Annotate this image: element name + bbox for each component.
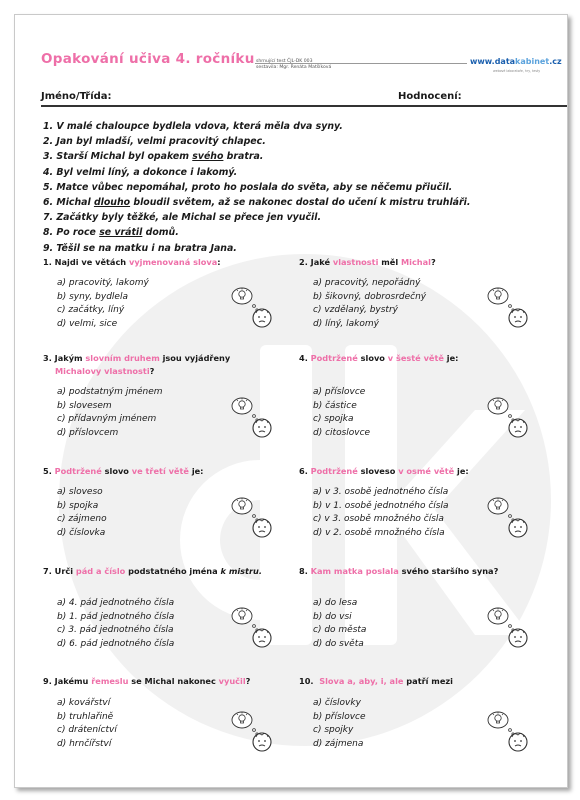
question-7: 7. Urči pád a číslo podstatného jména k mistru. bbox=[43, 566, 262, 576]
thinking-face-icon bbox=[487, 285, 529, 329]
story-sentence: 6. Michal dlouho bloudil světem, až se nakonec dostal do učení k mistru truhláři. bbox=[43, 197, 471, 209]
question-9: 9. Jakému řemeslu se Michal nakonec vyučil? bbox=[43, 676, 251, 686]
answer-option[interactable]: b) šikovný, dobrosrdečný bbox=[313, 291, 427, 302]
question-1-options bbox=[57, 277, 149, 331]
story-sentence: 7. Začátky byly těžké, ale Michal se přece jen vyučil. bbox=[43, 212, 322, 224]
question-6-options bbox=[313, 486, 449, 540]
answer-option[interactable]: c) v 3. osobě množného čísla bbox=[313, 514, 444, 524]
story-sentence: 1. V malé chaloupce bydlela vdova, která měla dva syny. bbox=[43, 121, 343, 132]
answer-option[interactable]: b) slovesem bbox=[57, 400, 112, 411]
answer-option[interactable]: a) příslovce bbox=[313, 387, 366, 397]
answer-option[interactable]: c) přídavným jménem bbox=[57, 414, 157, 424]
question-1: 1. Najdi ve větách vyjmenovaná slova: bbox=[43, 257, 221, 267]
question-8-options bbox=[313, 597, 366, 651]
grade-field-label[interactable]: Hodnocení: bbox=[398, 91, 462, 102]
story-sentence: 4. Byl velmi líný, a dokonce i lakomý. bbox=[43, 166, 238, 178]
answer-option[interactable]: c) zájmeno bbox=[57, 514, 107, 524]
answer-option[interactable]: b) syny, bydlela bbox=[57, 291, 128, 302]
answer-option[interactable]: c) 3. pád jednotného čísla bbox=[57, 625, 174, 635]
answer-option[interactable]: d) číslovka bbox=[57, 527, 106, 538]
thinking-face-icon bbox=[231, 709, 273, 753]
answer-option[interactable]: a) pracovitý, lakomý bbox=[57, 278, 149, 288]
question-8: 8. Kam matka poslala svého staršího syna? bbox=[299, 566, 499, 576]
thinking-face-icon bbox=[231, 285, 273, 329]
question-5: 5. Podtržené slovo ve třetí větě je: bbox=[43, 466, 204, 476]
header-rule bbox=[255, 63, 467, 64]
question-3-options bbox=[57, 386, 163, 440]
author-line: sestavila: Mgr. Renáta Matšíková bbox=[256, 65, 332, 70]
thinking-face-icon bbox=[487, 395, 529, 439]
answer-option[interactable]: a) číslovky bbox=[313, 698, 361, 708]
answer-option[interactable]: b) 1. pád jednotného čísla bbox=[57, 611, 175, 622]
question-4: 4. Podtržené slovo v šesté větě je: bbox=[299, 353, 459, 363]
answer-option[interactable]: a) pracovitý, nepořádný bbox=[313, 278, 421, 288]
thinking-face-icon bbox=[487, 605, 529, 649]
answer-option[interactable]: a) kovářství bbox=[57, 698, 111, 708]
question-2: 2. Jaké vlastnosti měl Michal? bbox=[299, 257, 436, 267]
worksheet-meta bbox=[256, 59, 331, 71]
question-4-options bbox=[313, 386, 370, 440]
story-sentence: 3. Starší Michal byl opakem svého bratra. bbox=[43, 151, 264, 163]
worksheet-page bbox=[14, 14, 568, 788]
thinking-face-icon bbox=[231, 605, 273, 649]
question-6: 6. Podtržené sloveso v osmé větě je: bbox=[299, 466, 469, 476]
question-5-options bbox=[57, 486, 107, 540]
thinking-face-icon bbox=[487, 709, 529, 753]
brand-tagline: webové laboratoře, hry, testy bbox=[493, 69, 541, 73]
story-sentence: 9. Těšil se na matku i na bratra Jana. bbox=[43, 242, 237, 254]
answer-option[interactable]: d) líný, lakomý bbox=[313, 318, 379, 329]
question-9-options bbox=[57, 697, 117, 751]
thinking-face-icon bbox=[487, 495, 529, 539]
answer-option[interactable]: a) v 3. osobě jednotného čísla bbox=[313, 487, 449, 497]
answer-option[interactable]: d) v 2. osobě množného čísla bbox=[313, 527, 445, 538]
answer-option[interactable]: a) sloveso bbox=[57, 487, 103, 497]
worksheet-title: Opakování učiva 4. ročníku bbox=[41, 51, 255, 67]
answer-option[interactable]: b) spojka bbox=[57, 500, 99, 511]
answer-option[interactable]: c) do města bbox=[313, 625, 367, 635]
answer-option[interactable]: b) v 1. osobě jednotného čísla bbox=[313, 500, 449, 511]
answer-option[interactable]: d) velmi, sice bbox=[57, 318, 118, 329]
answer-option[interactable]: b) příslovce bbox=[313, 711, 366, 722]
answer-option[interactable]: c) vzdělaný, bystrý bbox=[313, 305, 398, 315]
answer-option[interactable]: b) truhlařině bbox=[57, 711, 114, 722]
answer-option[interactable]: d) hrnčířství bbox=[57, 738, 112, 749]
header-divider bbox=[41, 105, 567, 107]
question-2-options bbox=[313, 277, 426, 331]
thinking-face-icon bbox=[231, 395, 273, 439]
answer-option[interactable]: c) spojka bbox=[313, 414, 354, 424]
answer-option[interactable]: a) 4. pád jednotného čísla bbox=[57, 598, 175, 608]
story-sentence: 8. Po roce se vrátil domů. bbox=[43, 227, 179, 239]
answer-option[interactable]: c) spojky bbox=[313, 725, 354, 735]
answer-option[interactable]: b) do vsi bbox=[313, 611, 352, 622]
answer-option[interactable]: d) 6. pád jednotného čísla bbox=[57, 638, 175, 649]
answer-option[interactable]: c) dráteníctví bbox=[57, 725, 117, 735]
name-field-label[interactable]: Jméno/Třída: bbox=[41, 91, 112, 102]
question-10-options bbox=[313, 697, 366, 751]
test-code: shrnující test ČJL-DK 003 bbox=[256, 59, 313, 64]
answer-option[interactable]: c) začátky, líný bbox=[57, 305, 125, 315]
answer-option[interactable]: b) částice bbox=[313, 400, 357, 411]
answer-option[interactable]: d) citoslovce bbox=[313, 427, 371, 438]
answer-option[interactable]: d) do světa bbox=[313, 638, 364, 649]
story-sentence: 5. Matce vůbec nepomáhal, proto ho poslala do světa, aby se něčemu přiučil. bbox=[43, 181, 453, 193]
story-text bbox=[43, 119, 470, 256]
story-sentence: 2. Jan byl mladší, velmi pracovitý chlapec. bbox=[43, 136, 266, 148]
brand-link[interactable]: www.datakabinet.cz bbox=[470, 57, 562, 66]
thinking-face-icon bbox=[231, 495, 273, 539]
answer-option[interactable]: d) příslovcem bbox=[57, 427, 119, 438]
answer-option[interactable]: a) do lesa bbox=[313, 598, 358, 608]
answer-option[interactable]: d) zájmena bbox=[313, 738, 364, 749]
question-3: 3. Jakým slovním druhem jsou vyjádřeny Michalovy vlastnosti? bbox=[43, 353, 231, 376]
answer-option[interactable]: a) podstatným jménem bbox=[57, 387, 163, 397]
question-7-options bbox=[57, 597, 174, 651]
question-10: 10. Slova a, aby, i, ale patří mezi bbox=[299, 676, 453, 686]
